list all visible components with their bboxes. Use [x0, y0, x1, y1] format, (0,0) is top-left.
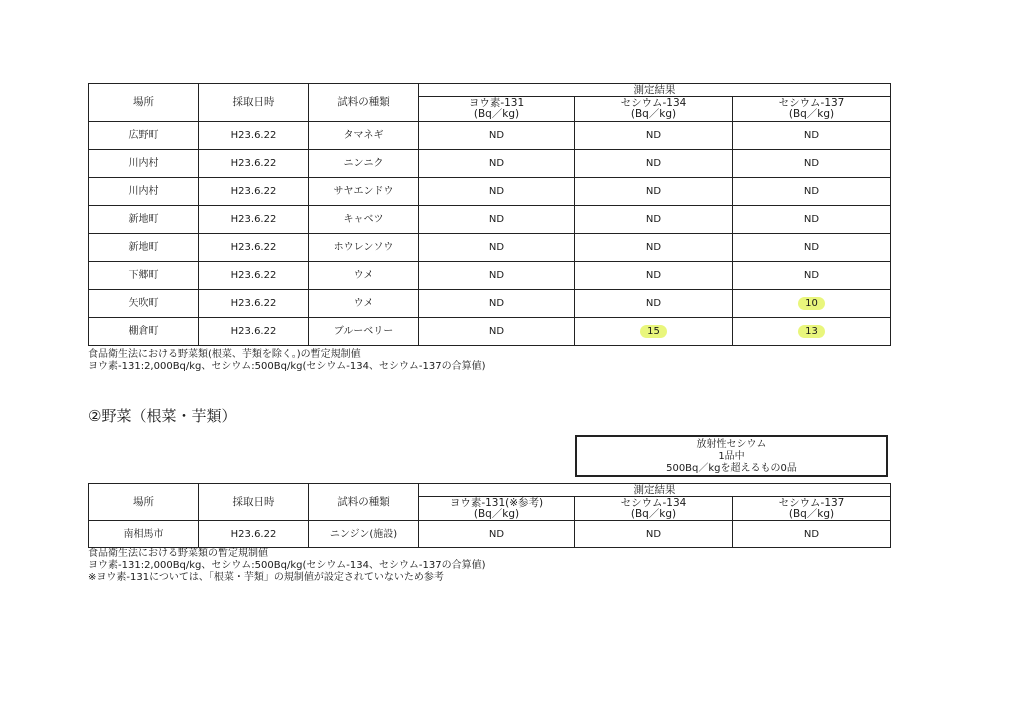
measurement-table-root-vegetables — [88, 483, 891, 548]
cell-cs134: ND — [575, 122, 733, 150]
header-cs137 — [733, 497, 891, 521]
cell-place: 新地町 — [89, 234, 199, 262]
cell-place: 川内村 — [89, 178, 199, 206]
header-iodine-label: ヨウ素-131(※参考) — [449, 496, 544, 509]
cell-cs137: ND — [733, 234, 891, 262]
header-cs137-unit: (Bq／kg) — [788, 507, 835, 520]
measurement-table-leafy-vegetables — [88, 83, 891, 346]
regulation-note: 食品衛生法における野菜類の暫定規制値 — [88, 548, 268, 559]
header-date: 採取日時 — [199, 484, 309, 521]
header-cs137-unit: (Bq／kg) — [788, 108, 835, 120]
header-sample: 試料の種類 — [309, 84, 419, 122]
highlighted-value: 10 — [798, 297, 825, 310]
summary-line: 500Bq／kgを超えるもの0品 — [666, 463, 797, 474]
cell-cs137: ND — [733, 262, 891, 290]
table-row — [89, 206, 891, 234]
header-results: 測定結果 — [419, 84, 891, 97]
cell-date: H23.6.22 — [199, 178, 309, 206]
table-row — [89, 150, 891, 178]
cell-cs137: ND — [733, 206, 891, 234]
header-results: 測定結果 — [419, 484, 891, 497]
cell-cs134: ND — [575, 290, 733, 318]
cell-date: H23.6.22 — [199, 234, 309, 262]
cell-iodine: ND — [419, 122, 575, 150]
cell-sample: ウメ — [309, 290, 419, 318]
cell-place: 広野町 — [89, 122, 199, 150]
cell-place: 新地町 — [89, 206, 199, 234]
header-place: 場所 — [89, 484, 199, 521]
table-row — [89, 318, 891, 346]
header-iodine — [419, 497, 575, 521]
cell-date: H23.6.22 — [199, 318, 309, 346]
cell-cs134: ND — [575, 150, 733, 178]
table-row — [89, 178, 891, 206]
header-date: 採取日時 — [199, 84, 309, 122]
regulation-note: ヨウ素-131:2,000Bq/kg、セシウム:500Bq/kg(セシウム-134、セシウム-137の合算値) — [88, 361, 486, 372]
cell-iodine: ND — [419, 150, 575, 178]
summary-line: 放射性セシウム — [696, 439, 767, 450]
cell-sample: ニンジン(施設) — [309, 521, 419, 548]
cell-cs137: ND — [733, 122, 891, 150]
cell-place: 棚倉町 — [89, 318, 199, 346]
header-iodine — [419, 97, 575, 122]
table-row — [89, 521, 891, 548]
cell-date: H23.6.22 — [199, 262, 309, 290]
cell-date: H23.6.22 — [199, 206, 309, 234]
cell-cs134: ND — [575, 206, 733, 234]
cell-sample: ニンニク — [309, 150, 419, 178]
highlighted-value: 15 — [640, 325, 667, 338]
header-cs134-label: セシウム-134 — [620, 496, 687, 509]
cell-sample: ブルーベリー — [309, 318, 419, 346]
cell-place: 南相馬市 — [89, 521, 199, 548]
cell-cs137 — [733, 318, 891, 346]
regulation-note: 食品衛生法における野菜類(根菜、芋類を除く。)の暫定規制値 — [88, 349, 361, 360]
cell-cs134: ND — [575, 262, 733, 290]
header-cs137-label: セシウム-137 — [778, 97, 845, 109]
cell-cs137: ND — [733, 521, 891, 548]
header-cs134-unit: (Bq／kg) — [630, 507, 677, 520]
summary-line: 1品中 — [718, 451, 745, 462]
cell-date: H23.6.22 — [199, 122, 309, 150]
header-cs137-label: セシウム-137 — [778, 496, 845, 509]
cell-cs134: ND — [575, 234, 733, 262]
table-row — [89, 122, 891, 150]
cell-date: H23.6.22 — [199, 150, 309, 178]
cell-cs134 — [575, 318, 733, 346]
cell-iodine: ND — [419, 178, 575, 206]
cell-iodine: ND — [419, 206, 575, 234]
table-row — [89, 262, 891, 290]
cell-date: H23.6.22 — [199, 290, 309, 318]
cell-sample: サヤエンドウ — [309, 178, 419, 206]
cell-cs134: ND — [575, 521, 733, 548]
section-title: ②野菜（根菜・芋類） — [88, 407, 237, 425]
table-row — [89, 290, 891, 318]
header-cs134 — [575, 97, 733, 122]
regulation-note: ※ヨウ素-131については、「根菜・芋類」の規制値が設定されていないため参考 — [88, 572, 444, 583]
cell-cs134: ND — [575, 178, 733, 206]
regulation-note: ヨウ素-131:2,000Bq/kg、セシウム:500Bq/kg(セシウム-134、セシウム-137の合算値) — [88, 560, 486, 571]
header-cs134-label: セシウム-134 — [620, 97, 687, 109]
cell-sample: ウメ — [309, 262, 419, 290]
table-row — [89, 234, 891, 262]
cell-sample: キャベツ — [309, 206, 419, 234]
cell-cs137 — [733, 290, 891, 318]
cell-place: 川内村 — [89, 150, 199, 178]
header-iodine-unit: (Bq／kg) — [473, 507, 520, 520]
cell-sample: タマネギ — [309, 122, 419, 150]
cell-iodine: ND — [419, 262, 575, 290]
cell-iodine: ND — [419, 290, 575, 318]
cell-date: H23.6.22 — [199, 521, 309, 548]
summary-box — [575, 435, 888, 477]
header-cs134 — [575, 497, 733, 521]
header-cs134-unit: (Bq／kg) — [630, 108, 677, 120]
header-iodine-unit: (Bq／kg) — [473, 108, 520, 120]
highlighted-value: 13 — [798, 325, 825, 338]
cell-iodine: ND — [419, 234, 575, 262]
cell-sample: ホウレンソウ — [309, 234, 419, 262]
cell-iodine: ND — [419, 318, 575, 346]
cell-cs137: ND — [733, 150, 891, 178]
cell-place: 矢吹町 — [89, 290, 199, 318]
cell-place: 下郷町 — [89, 262, 199, 290]
header-iodine-label: ヨウ素-131 — [468, 97, 525, 109]
header-sample: 試料の種類 — [309, 484, 419, 521]
header-cs137 — [733, 97, 891, 122]
cell-cs137: ND — [733, 178, 891, 206]
header-place: 場所 — [89, 84, 199, 122]
cell-iodine: ND — [419, 521, 575, 548]
